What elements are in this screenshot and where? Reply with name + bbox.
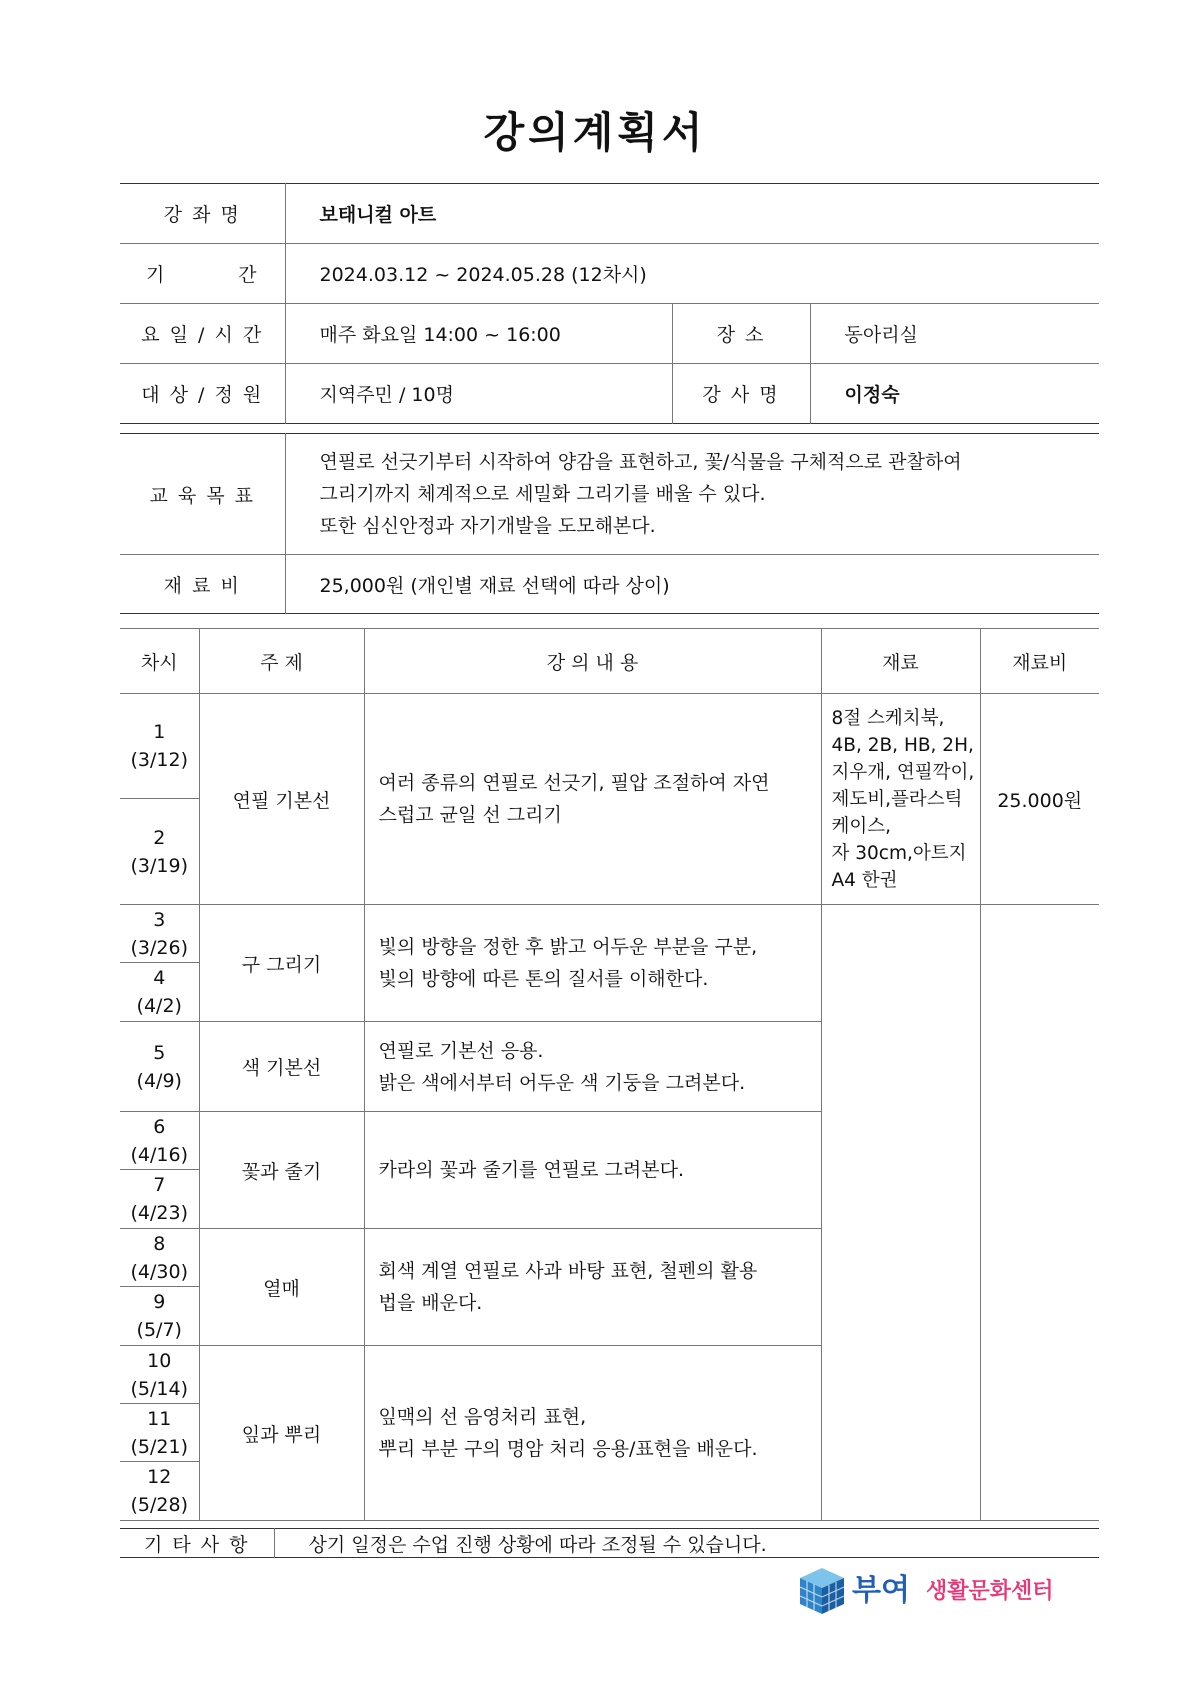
- session-date: (4/2): [136, 995, 182, 1017]
- session-block: [120, 1112, 199, 1170]
- course-info-table: [120, 183, 1099, 424]
- target-row: [120, 364, 1099, 424]
- session-cell: [120, 694, 199, 905]
- content-line: 뿌리 부분 구의 명암 처리 응용/표현을 배운다.: [378, 1438, 758, 1460]
- session-cell: [120, 1346, 199, 1521]
- content-cell: [364, 1229, 821, 1346]
- material-fee-cell: 25.000원: [980, 694, 1099, 905]
- content-cell: [364, 1112, 821, 1229]
- logo-graphic: [798, 1562, 1088, 1618]
- material-line: 자 30cm,아트지: [831, 842, 967, 864]
- header-materials: 재료: [821, 629, 980, 694]
- material-line: 4B, 2B, HB, 2H,: [831, 734, 974, 756]
- content-line: 법을 배운다.: [378, 1292, 483, 1314]
- content-line: 스럽고 균일 선 그리기: [378, 804, 562, 826]
- goal-line: 또한 심신안정과 자기개발을 도모해본다.: [319, 515, 656, 537]
- instructor-label: 강 사 명: [672, 364, 810, 424]
- instructor-value: 이정숙: [844, 384, 900, 406]
- session-block: [120, 694, 199, 799]
- time-label: 요 일 / 시 간: [120, 304, 285, 364]
- schedule-header: [120, 629, 1099, 694]
- material-line: A4 한권: [831, 869, 898, 891]
- session-cell: [120, 905, 199, 1022]
- schedule-row: [120, 905, 1099, 1022]
- cube-icon: [800, 1568, 844, 1614]
- goal-text: [285, 434, 1099, 555]
- content-line: 잎맥의 선 음영처리 표현,: [378, 1406, 587, 1428]
- goal-label: 교 육 목 표: [120, 434, 285, 555]
- etc-table: [120, 1528, 1099, 1558]
- material-fee-empty-cell: [980, 905, 1099, 1521]
- time-row: [120, 304, 1099, 364]
- session-block: [120, 1287, 199, 1345]
- materials-empty-cell: [821, 905, 980, 1521]
- course-name: 보태니컬 아트: [285, 184, 1099, 244]
- session-date: (3/12): [130, 749, 188, 771]
- header-content: 강 의 내 용: [364, 629, 821, 694]
- course-row: [120, 184, 1099, 244]
- material-line: 케이스,: [831, 815, 891, 837]
- period-value: 2024.03.12 ~ 2024.05.28 (12차시): [285, 244, 1099, 304]
- content-cell: [364, 905, 821, 1022]
- session-number: 3: [153, 908, 166, 931]
- content-cell: [364, 694, 821, 905]
- session-number: 11: [147, 1407, 172, 1430]
- target-value: 지역주민 / 10명: [285, 364, 672, 424]
- session-number: 7: [153, 1174, 166, 1196]
- content-line: 밝은 색에서부터 어두운 색 기둥을 그려본다.: [378, 1071, 746, 1094]
- session-date: (3/19): [130, 854, 188, 877]
- session-block: [120, 1346, 199, 1404]
- topic-cell: 구 그리기: [199, 905, 364, 1022]
- fee-value: 25,000원 (개인별 재료 선택에 따라 상이): [319, 574, 670, 597]
- content-line: 연필로 기본선 응용.: [378, 1039, 544, 1062]
- content-cell: [364, 1022, 821, 1112]
- content-line: 빛의 방향을 정한 후 밝고 어두운 부분을 구분,: [378, 936, 758, 958]
- place-label: 장 소: [672, 304, 810, 364]
- etc-label: 기 타 사 항: [120, 1529, 274, 1558]
- content-cell: [364, 1346, 821, 1521]
- goal-line: 연필로 선긋기부터 시작하여 양감을 표현하고, 꽃/식물을 구체적으로 관찰하여: [319, 451, 962, 473]
- session-number: 6: [153, 1115, 166, 1138]
- header-session: 차시: [120, 629, 199, 694]
- topic-cell: 잎과 뿌리: [199, 1346, 364, 1521]
- buyeo-culture-center-logo: [798, 1562, 1088, 1618]
- session-number: 4: [153, 967, 166, 989]
- material-line: 제도비,플라스틱: [831, 788, 963, 810]
- session-cell: [120, 1022, 199, 1112]
- session-date: (3/26): [130, 936, 188, 959]
- content-line: 회색 계열 연필로 사과 바탕 표현, 철펜의 활용: [378, 1260, 758, 1282]
- time-value: 매주 화요일 14:00 ~ 16:00: [285, 304, 672, 364]
- topic-cell: 꽃과 줄기: [199, 1112, 364, 1229]
- session-date: (4/30): [130, 1260, 188, 1283]
- fee-label: 재 료 비: [120, 555, 285, 614]
- target-label: 대 상 / 정 원: [120, 364, 285, 424]
- goal-line: 그리기까지 체계적으로 세밀화 그리기를 배울 수 있다.: [319, 483, 766, 505]
- session-number: 5: [153, 1041, 166, 1064]
- session-block: [120, 1170, 199, 1228]
- session-number: 10: [147, 1349, 172, 1372]
- period-label-char-2: 간: [238, 264, 259, 286]
- goal-table: [120, 433, 1099, 614]
- session-cell: [120, 1229, 199, 1346]
- session-date: (5/21): [130, 1435, 188, 1458]
- material-line: 지우개, 연필깍이,: [831, 761, 975, 783]
- course-label: 강 좌 명: [120, 184, 285, 244]
- logo-name: 부여: [852, 1573, 910, 1608]
- session-date: (5/14): [130, 1377, 188, 1400]
- session-number: 2: [153, 826, 166, 849]
- session-number: 9: [153, 1291, 166, 1313]
- etc-row: [120, 1529, 1099, 1558]
- period-label-char-1: 기: [146, 264, 167, 286]
- session-date: (4/23): [130, 1202, 188, 1224]
- logo-subtitle: 생활문화센터: [926, 1579, 1054, 1604]
- etc-text: 상기 일정은 수업 진행 상황에 따라 조정될 수 있습니다.: [308, 1533, 767, 1556]
- session-date: (4/9): [136, 1069, 182, 1092]
- schedule-row: [120, 694, 1099, 905]
- session-date: (4/16): [130, 1143, 188, 1166]
- session-cell: [120, 1112, 199, 1229]
- material-line: 8절 스케치북,: [831, 707, 945, 729]
- content-line: 카라의 꽃과 줄기를 연필로 그려본다.: [378, 1159, 685, 1181]
- header-material-fee: 재료비: [980, 629, 1099, 694]
- session-block: [120, 1462, 199, 1520]
- session-number: 8: [153, 1232, 166, 1255]
- schedule-table: [120, 628, 1099, 1521]
- period-label-text: [120, 260, 285, 287]
- topic-cell: 열매: [199, 1229, 364, 1346]
- materials-cell: [821, 694, 980, 905]
- content-line: 여러 종류의 연필로 선긋기, 필압 조절하여 자연: [378, 772, 770, 794]
- session-block: [120, 963, 199, 1021]
- session-number: 12: [147, 1466, 172, 1488]
- period-label: [120, 244, 285, 304]
- document-title: 강의계획서: [483, 108, 707, 157]
- content-line: 빛의 방향에 따른 톤의 질서를 이해한다.: [378, 968, 709, 990]
- session-block: [120, 799, 199, 904]
- session-date: (5/7): [136, 1319, 182, 1341]
- fee-row: [120, 555, 1099, 614]
- header-topic: 주 제: [199, 629, 364, 694]
- session-block: [120, 1229, 199, 1287]
- session-date: (5/28): [130, 1494, 188, 1516]
- period-row: [120, 244, 1099, 304]
- place-value: 동아리실: [810, 304, 1099, 364]
- session-block: [120, 905, 199, 963]
- topic-cell: 색 기본선: [199, 1022, 364, 1112]
- session-block: [120, 1404, 199, 1462]
- goal-row: [120, 434, 1099, 555]
- session-number: 1: [153, 721, 166, 743]
- topic-cell: 연필 기본선: [199, 694, 364, 905]
